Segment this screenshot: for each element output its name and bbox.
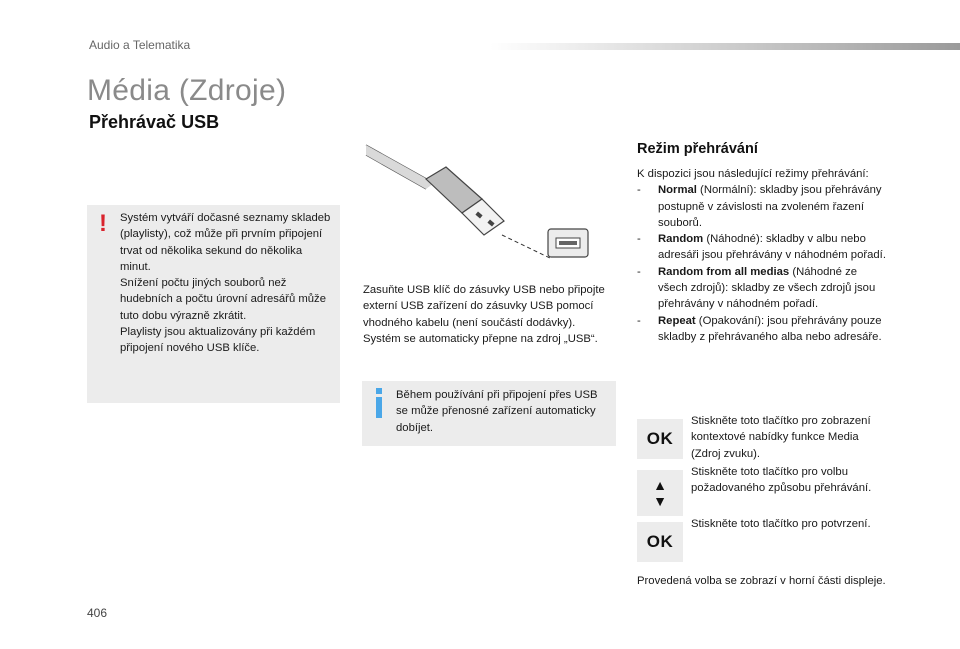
- playback-modes: [637, 166, 887, 345]
- ok-button-illustration: OK: [637, 419, 683, 459]
- arrow-buttons-illustration: [637, 470, 683, 516]
- mode-name: Normal: [658, 184, 697, 197]
- ok-context-description: Stiskněte toto tlačítko pro zobrazení kontextové nabídky funkce Media (Zdroj zvuku).: [691, 415, 871, 460]
- mode-desc: (Opakování): jsou přehrávány pouze skladby z přehrávaného alba nebo adresáře.: [658, 314, 882, 343]
- page-number: 406: [87, 606, 108, 620]
- usb-socket-icon: [548, 229, 588, 257]
- mode-desc: (Normální): skladby jsou přehrávány postupně v závislosti na zvoleném řazení souborů.: [658, 184, 882, 229]
- footer-note: Provedená volba se zobrazí v horní části displeje.: [637, 575, 886, 587]
- mode-name: Random: [658, 233, 704, 246]
- mode-desc: (Náhodné): skladby v albu nebo adresáři jsou přehrávány v náhodném pořadí.: [658, 233, 886, 262]
- info-text: Během používání při připojení přes USB se může přenosné zařízení automaticky dobíjet.: [396, 389, 598, 434]
- ok-confirm-description: Stiskněte toto tlačítko pro potvrzení.: [691, 518, 871, 530]
- playback-intro: K dispozici jsou následující režimy přehrávání:: [637, 168, 869, 180]
- mode-name: Random from all medias: [658, 265, 790, 278]
- playback-section-title: Režim přehrávání: [637, 141, 758, 157]
- page-title: Média (Zdroje): [87, 74, 287, 107]
- mode-desc: (Náhodné ze všech zdrojů): skladby ze všech zdrojů jsou přehrávány v náhodném pořadí.: [658, 265, 876, 311]
- warning-icon: !: [99, 210, 107, 237]
- usb-plug-icon: [426, 167, 504, 235]
- arrows-description: Stiskněte toto tlačítko pro volbu požadovaného způsobu přehrávání.: [691, 466, 872, 495]
- mode-name: Repeat: [658, 314, 696, 327]
- mode-item-normal: - Normal (Normální): skladby jsou přehrávány postupně v závislosti na zvoleném řazení souborů.: [637, 184, 882, 229]
- warning-text: Systém vytváří dočasné seznamy skladeb (playlisty), což může při prvním připojení trvat od několika sekund do několika minut. Snížení počtu jiných souborů než hudebních a počtu úrovní adresářů může tuto dobu výrazně zkrátit. Playlisty jsou aktualizovány při každém připojení nového USB klíče.: [120, 212, 331, 355]
- usb-instructions: Zasuňte USB klíč do zásuvky USB nebo připojte externí USB zařízení do zásuvky USB pomocí vhodného kabelu (není součástí dodávky). Systém se automaticky přepne na zdroj „USB“.: [363, 284, 605, 345]
- up-arrow-icon: ▲: [653, 477, 667, 493]
- ok-confirm-button-illustration: OK: [637, 522, 683, 562]
- mode-item-random: - Random (Náhodné): skladby v albu nebo adresáři jsou přehrávány v náhodném pořadí.: [637, 233, 886, 262]
- header-bar: [490, 43, 960, 50]
- mode-item-repeat: - Repeat (Opakování): jsou přehrávány pouze skladby z přehrávaného alba nebo adresáře.: [637, 314, 882, 343]
- page-subtitle: Přehrávač USB: [89, 112, 220, 132]
- usb-cable-icon: [366, 145, 434, 189]
- usb-connector-illustration: [364, 139, 594, 265]
- header-section-title: Audio a Telematika: [89, 38, 191, 52]
- mode-item-random-all: - Random from all medias (Náhodné ze všech zdrojů): skladby ze všech zdrojů jsou přehrávány v náhodném pořadí.: [637, 265, 876, 311]
- info-icon: [375, 388, 383, 418]
- down-arrow-icon: ▼: [653, 493, 667, 509]
